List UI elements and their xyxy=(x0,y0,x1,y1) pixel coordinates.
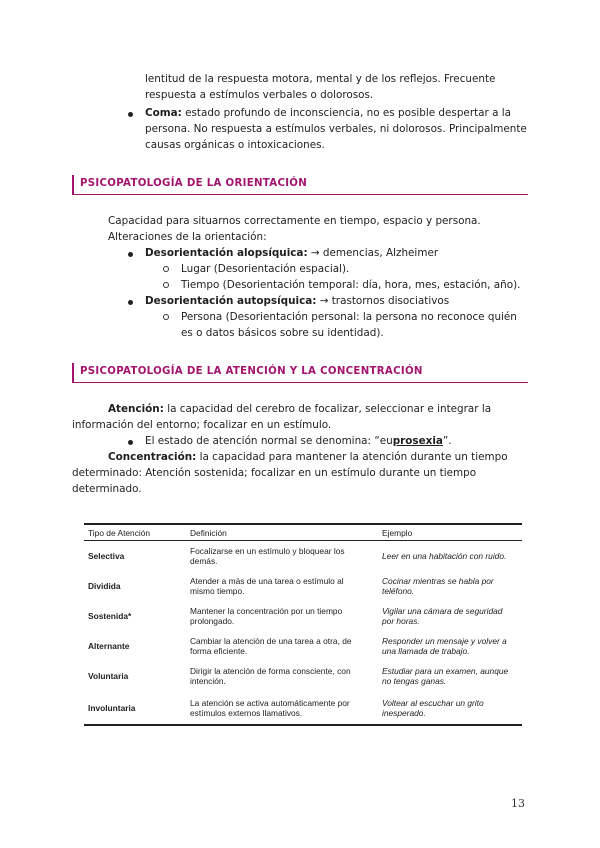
concentracion-definition-cont: determinado: Atención sostenida; focalizar en un estímulo durante un tiempo xyxy=(72,467,477,479)
atencion-definition xyxy=(108,401,491,417)
example-line: teléfono. xyxy=(382,586,415,596)
coma-label: Coma: xyxy=(145,107,182,119)
definition-cell xyxy=(186,601,378,631)
definition-line: estímulos externos llamativos. xyxy=(190,707,303,718)
definition-cell xyxy=(186,631,378,661)
concentracion-definition-cont: determinado. xyxy=(72,483,142,495)
alopsiquica-label: Desorientación alopsíquica: xyxy=(145,247,308,259)
example-line: por horas. xyxy=(382,616,420,626)
alopsiquica-text: → demencias, Alzheimer xyxy=(310,247,439,259)
atencion-label: Atención: xyxy=(108,403,164,415)
example-line: Vigilar una cámara de seguridad xyxy=(382,606,503,616)
eupro sexia-prefix: El estado de atención normal se denomina: “eu xyxy=(145,435,393,447)
definition-line: Cambiar la atención de una tarea a otra, de xyxy=(190,636,352,646)
definition-cell xyxy=(186,571,378,601)
concentracion-label: Concentración: xyxy=(108,451,197,463)
eupro sexia-term: prosexia xyxy=(392,435,443,447)
definition-line: prolongado. xyxy=(190,616,235,626)
definition-line: La atención se activa automáticamente por xyxy=(190,697,350,708)
page-number: 13 xyxy=(511,797,525,810)
sub-bullet-ring xyxy=(163,266,169,272)
persona-item: Persona (Desorientación personal: la persona no reconoce quién xyxy=(181,311,517,323)
coma-text-line: causas orgánicas o intoxicaciones. xyxy=(145,139,325,151)
coma-text: estado profundo de inconsciencia, no es posible despertar a la xyxy=(185,107,512,119)
autopsiquica-bullet xyxy=(145,293,449,309)
orientacion-alteraciones: Alteraciones de la orientación: xyxy=(108,231,267,243)
example-cell xyxy=(378,661,522,691)
eupro sexia-suffix: ”. xyxy=(442,435,452,447)
example-cell xyxy=(378,541,522,572)
definition-line: mismo tiempo. xyxy=(190,586,245,596)
definition-cell xyxy=(186,691,378,725)
table-header-cell: Ejemplo xyxy=(378,524,522,541)
prev-bullet-cont-line: lentitud de la respuesta motora, mental y de los reflejos. Frecuente xyxy=(145,73,496,85)
section-heading-atencion xyxy=(72,363,528,383)
bullet-dot xyxy=(128,112,133,117)
example-cell xyxy=(378,601,522,631)
definition-line: demás. xyxy=(190,556,218,566)
tiempo-item: Tiempo (Desorientación temporal: día, hora, mes, estación, año). xyxy=(181,279,521,291)
table-row xyxy=(84,571,522,601)
example-line: una llamada de trabajo. xyxy=(382,646,470,656)
table-row xyxy=(84,691,522,725)
alopsiquica-bullet xyxy=(145,245,438,261)
orientacion-definition: Capacidad para situarnos correctamente en tiempo, espacio y persona. xyxy=(108,215,481,227)
example-line: inesperado. xyxy=(382,707,426,718)
section-heading-orientacion xyxy=(72,175,528,195)
bullet-dot xyxy=(128,252,133,257)
prev-bullet-cont-line: respuesta a estímulos verbales o dolorosos. xyxy=(145,89,374,101)
atencion-definition-cont: información del entorno; focalizar en un estímulo. xyxy=(72,419,332,431)
autopsiquica-text: → trastornos disociativos xyxy=(319,295,450,307)
example-line: Voltear al escuchar un grito xyxy=(382,697,484,708)
coma-text-line: persona. No respuesta a estímulos verbales, ni dolorosos. Principalmente xyxy=(145,123,527,135)
atencion-text: la capacidad del cerebro de focalizar, seleccionar e integrar la xyxy=(167,403,492,415)
coma-bullet xyxy=(145,105,511,121)
section-heading-text: PSICOPATOLOGÍA DE LA ATENCIÓN Y LA CONCENTRACIÓN xyxy=(80,366,423,377)
sub-bullet-ring xyxy=(163,282,169,288)
definition-cell xyxy=(186,541,378,572)
table-row xyxy=(84,541,522,572)
bullet-dot xyxy=(128,300,133,305)
table-header-row xyxy=(84,524,522,541)
autopsiquica-label: Desorientación autopsíquica: xyxy=(145,295,317,307)
lugar-item: Lugar (Desorientación espacial). xyxy=(181,263,350,275)
definition-line: intención. xyxy=(190,676,226,686)
table-row xyxy=(84,601,522,631)
example-cell xyxy=(378,691,522,725)
type-cell: Selectiva xyxy=(88,551,125,561)
table-header-cell: Tipo de Atención xyxy=(84,524,186,541)
concentracion-definition xyxy=(108,449,508,465)
type-cell: Sostenida* xyxy=(88,611,132,621)
concentracion-text: la capacidad para mantener la atención durante un tiempo xyxy=(199,451,508,463)
type-cell: Dividida xyxy=(88,581,121,591)
type-cell: Alternante xyxy=(88,641,130,651)
type-cell: Involuntaria xyxy=(84,691,186,725)
table-row xyxy=(84,631,522,661)
persona-item-cont: es o datos básicos sobre su identidad). xyxy=(181,327,384,339)
section-heading-text: PSICOPATOLOGÍA DE LA ORIENTACIÓN xyxy=(80,178,308,189)
example-cell xyxy=(378,631,522,661)
bullet-dot xyxy=(128,440,133,445)
example-line: Cocinar mientras se habla por xyxy=(382,576,494,586)
example-line: Responder un mensaje y volver a xyxy=(382,636,507,646)
type-cell: Voluntaria xyxy=(88,671,129,681)
example-line: no tengas ganas. xyxy=(382,676,447,686)
definition-line: Focalizarse en un estímulo y bloquear los xyxy=(190,546,345,556)
definition-line: forma eficiente. xyxy=(190,646,248,656)
definition-cell xyxy=(186,661,378,691)
example-cell xyxy=(378,571,522,601)
example-line: Estudiar para un examen, aunque xyxy=(382,666,509,676)
table-row xyxy=(84,661,522,691)
definition-line: Atender a más de una tarea o estímulo al xyxy=(190,576,344,586)
sub-bullet-ring xyxy=(163,314,169,320)
table-header-cell: Definición xyxy=(186,524,378,541)
attention-types-table xyxy=(84,523,522,726)
definition-line: Mantener la concentración por un tiempo xyxy=(190,606,343,616)
eupro sexia-bullet xyxy=(145,433,452,449)
example-line: Leer en una habitación con ruido. xyxy=(382,551,507,561)
definition-line: Dirigir la atención de forma consciente, con xyxy=(190,666,351,676)
